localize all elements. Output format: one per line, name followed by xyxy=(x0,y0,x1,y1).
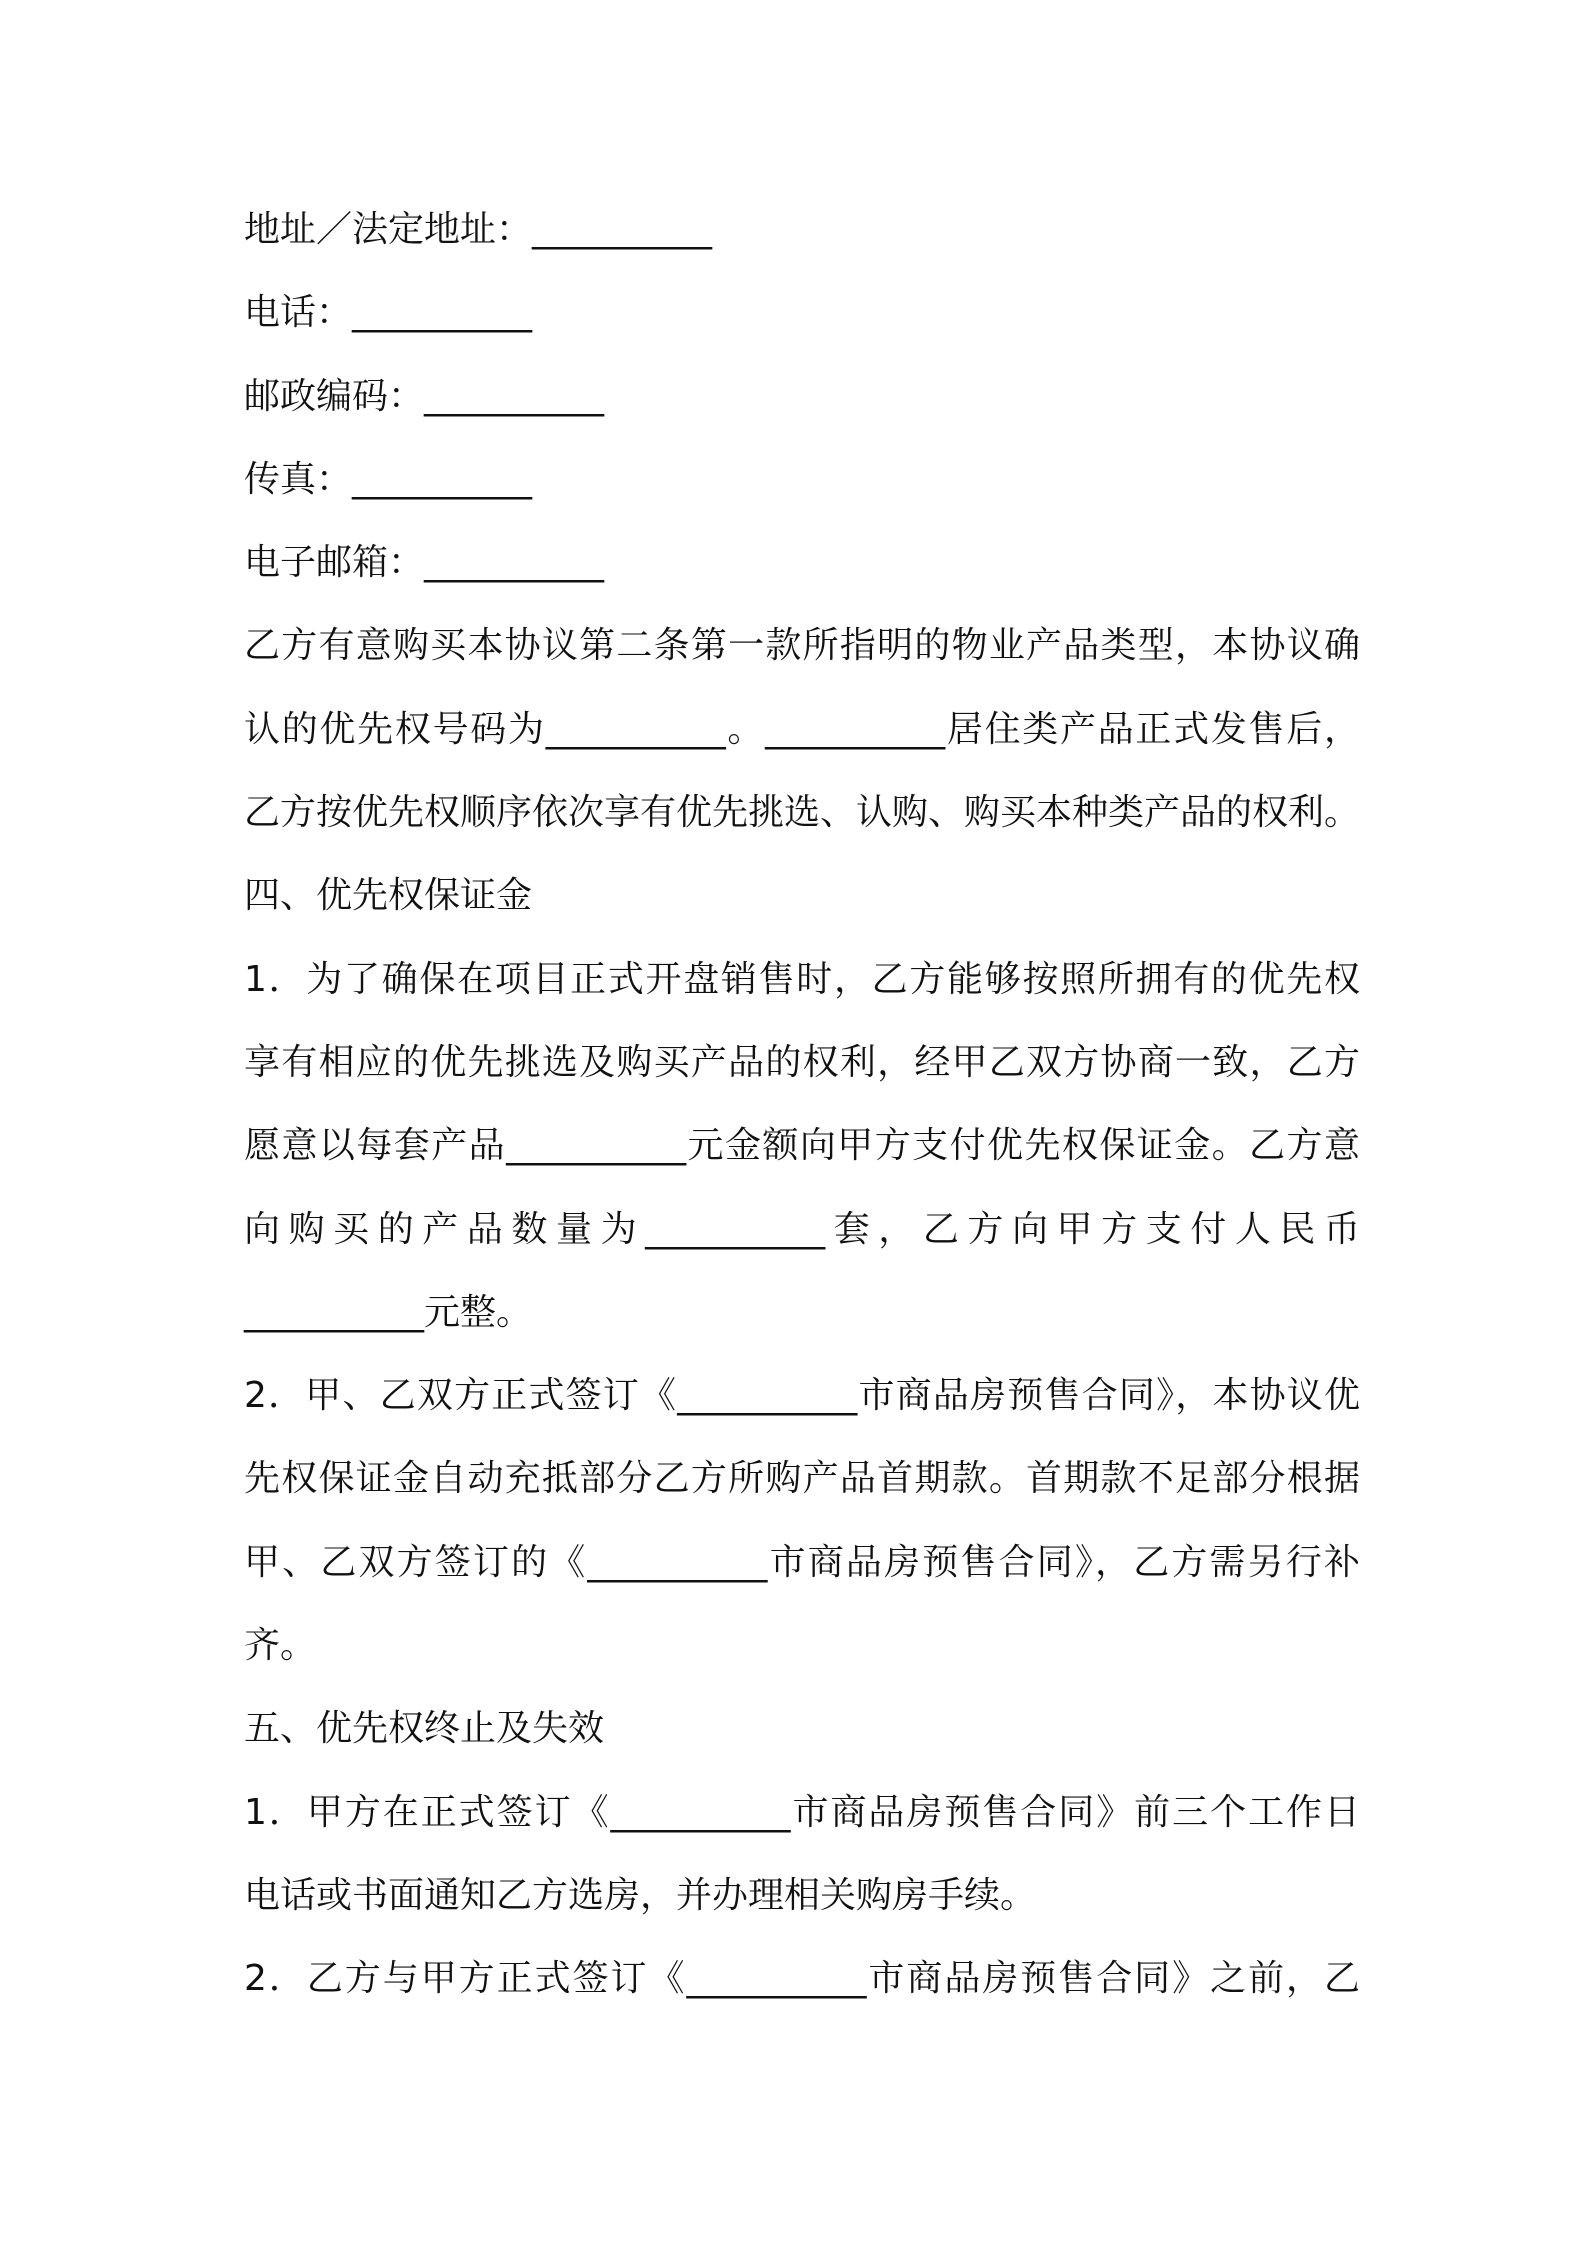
text-line: 齐。 xyxy=(244,1625,317,1667)
text-line: __________元整。 xyxy=(244,1291,533,1333)
text-line: 认的优先权号码为__________。__________居住类产品正式发售后， xyxy=(244,708,1360,750)
document-body xyxy=(244,188,1360,2021)
text-line: 2．乙方与甲方正式签订《__________市商品房预售合同》之前，乙 xyxy=(244,1958,1360,2000)
text-line: 甲、乙双方签订的《__________市商品房预售合同》，乙方需另行补 xyxy=(244,1541,1360,1583)
text-line: 2．甲、乙双方正式签订《__________市商品房预售合同》，本协议优 xyxy=(244,1375,1360,1417)
text-line: 乙方有意购买本协议第二条第一款所指明的物业产品类型，本协议确 xyxy=(244,625,1360,667)
text-line: 愿意以每套产品__________元金额向甲方支付优先权保证金。乙方意 xyxy=(244,1125,1360,1167)
text-line: 五、优先权终止及失效 xyxy=(244,1708,605,1750)
text-line: 四、优先权保证金 xyxy=(244,875,533,917)
text-line: 乙方按优先权顺序依次享有优先挑选、认购、购买本种类产品的权利。 xyxy=(244,792,1361,834)
text-line: 先权保证金自动充抵部分乙方所购产品首期款。首期款不足部分根据 xyxy=(244,1458,1360,1500)
text-line: 邮政编码：__________ xyxy=(244,375,605,417)
text-line: 1．为了确保在项目正式开盘销售时，乙方能够按照所拥有的优先权 xyxy=(244,958,1360,1000)
text-line: 享有相应的优先挑选及购买产品的权利，经甲乙双方协商一致，乙方 xyxy=(244,1041,1360,1083)
text-line: 1．甲方在正式签订《__________市商品房预售合同》前三个工作日 xyxy=(244,1791,1360,1833)
text-line: 电话或书面通知乙方选房，并办理相关购房手续。 xyxy=(244,1874,1037,1916)
text-line: 向购买的产品数量为__________套，乙方向甲方支付人民币 xyxy=(244,1208,1360,1250)
text-line: 电话：__________ xyxy=(244,292,533,334)
text-line: 地址／法定地址：__________ xyxy=(244,209,713,250)
text-line: 传真：__________ xyxy=(244,458,533,500)
text-line: 电子邮箱：__________ xyxy=(244,542,605,584)
